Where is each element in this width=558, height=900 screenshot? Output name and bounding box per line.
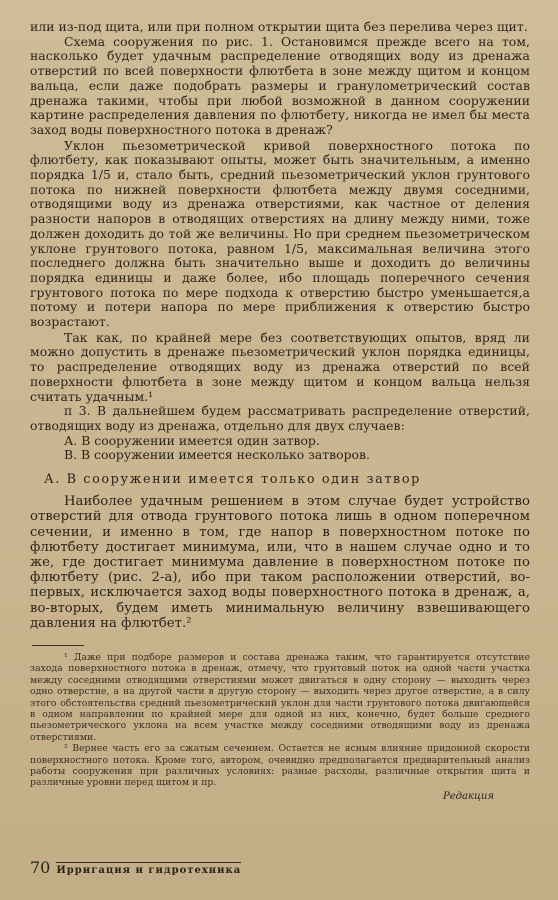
section-heading: А. В сооружении имеется только один затвор	[44, 472, 421, 488]
case-b: В. В сооружении имеется несколько затворов.	[64, 447, 370, 463]
case-a: А. В сооружении имеется один затвор.	[64, 432, 320, 448]
paragraph-conclusion: Так как, по крайней мере без соответствующих опытов, вряд ли можно допустить в дренаже пьезометрический уклон порядка единицы, то распределение отводящих воду из дренажа отверстий по всей поверхности флютбета в зоне между щитом и концом вальца нельзя считать удачным.¹	[30, 329, 530, 404]
paragraph-point-3: п 3. В дальнейшем будем рассматривать распределение отверстий, отводящих воду из дренажа, отдельно для двух случаев:	[30, 403, 530, 433]
paragraph-continuation: или из-под щита, или при полном открытии щита без перелива через щит.	[30, 19, 528, 34]
paragraph-section-a: Наиболее удачным решением в этом случае будет устройство отверстий для отвода грунтового потока лишь в одном поперечном сечении, и именно в том, где напор в поверхностном потоке по флютбету достигает минимума, или, что в нашем случае одно и то же, где достигает минимума давление в поверхностном потоке по флютбету (рис. 2-а), ибо при таком расположении отверстий, во-первых, исключается заход воды поверхностного потока в дренаж, а, во-вторых, будем иметь минимальную величину взвешивающего давления на флютбет.²	[30, 494, 530, 631]
editor-signature: Редакция	[443, 790, 494, 802]
journal-title: Ирригация и гидротехника	[56, 862, 241, 876]
paragraph-slope: Уклон пьезометрической кривой поверхностного потока по флютбету, как показывают опыты, может быть значительным, а именно порядка 1/5 и, стало быть, средний пьезометрический уклон грунтового потока по нижней поверхности флютбета между двумя соседними, отводящими воду из дренажа отверстиями, как частное от деления разности напоров в отводящих отверстиях на длину между ними, тоже должен доходить до той же величины. Но при среднем пьезометрическом уклоне грунтового потока, равном 1/5, максимальная величина этого последнего должна быть значительно выше и доходить до величины порядка единицы и даже более, ибо площадь поперечного сечения грунтового потока по мере подхода к отверстию быстро уменьшается,а потому и потери напора по мере приближения к отверстию быстро возрастают.	[30, 137, 530, 330]
footnote-1: ¹ Даже при подборе размеров и состава дренажа таким, что гарантируется отсутствие захода поверхностного потока в дренаж, отмечу, что грунтовый поток на одной части участка между соседними отводящими отверстиями может двигаться в одну сторону — выходить через одно отверстие, а на другой части в другую сторону — выходить через другое отверстие, а в силу этого обстоятельства средний пьезометрический уклон для части грунтового потока двигающейся в одном направлении по крайней мере для одной из них, конечно, будет больше среднего пьезометрического уклона на всем участке между соседними отводящими воду из дренажа отверстиями.	[30, 651, 530, 743]
page-footer	[30, 858, 241, 877]
page-number: 70	[30, 858, 51, 877]
paragraph-scheme: Схема сооружения по рис. 1. Остановимся прежде всего на том, насколько будет удачным распределение отводящих воду из дренажа отверстий по всей поверхности флютбета в зоне между щитом и концом вальца, если даже подобрать размеры и гранулометрический состав дренажа такими, чтобы при любой возможной в данном сооружении картине распределения давления по флютбету, никогда не имел бы места заход воды поверхностного потока в дренаж?	[30, 33, 530, 137]
footnote-2: ² Вернее часть его за сжатым сечением. Остается не ясным влияние придонной скорости поверхностного потока. Кроме того, автором, очевидно предполагается предварительный анализ работы сооружения при различных условиях: разные расходы, различные открытия щита и различные уровни перед щитом и пр.	[30, 743, 530, 789]
footnote-divider	[32, 645, 84, 646]
